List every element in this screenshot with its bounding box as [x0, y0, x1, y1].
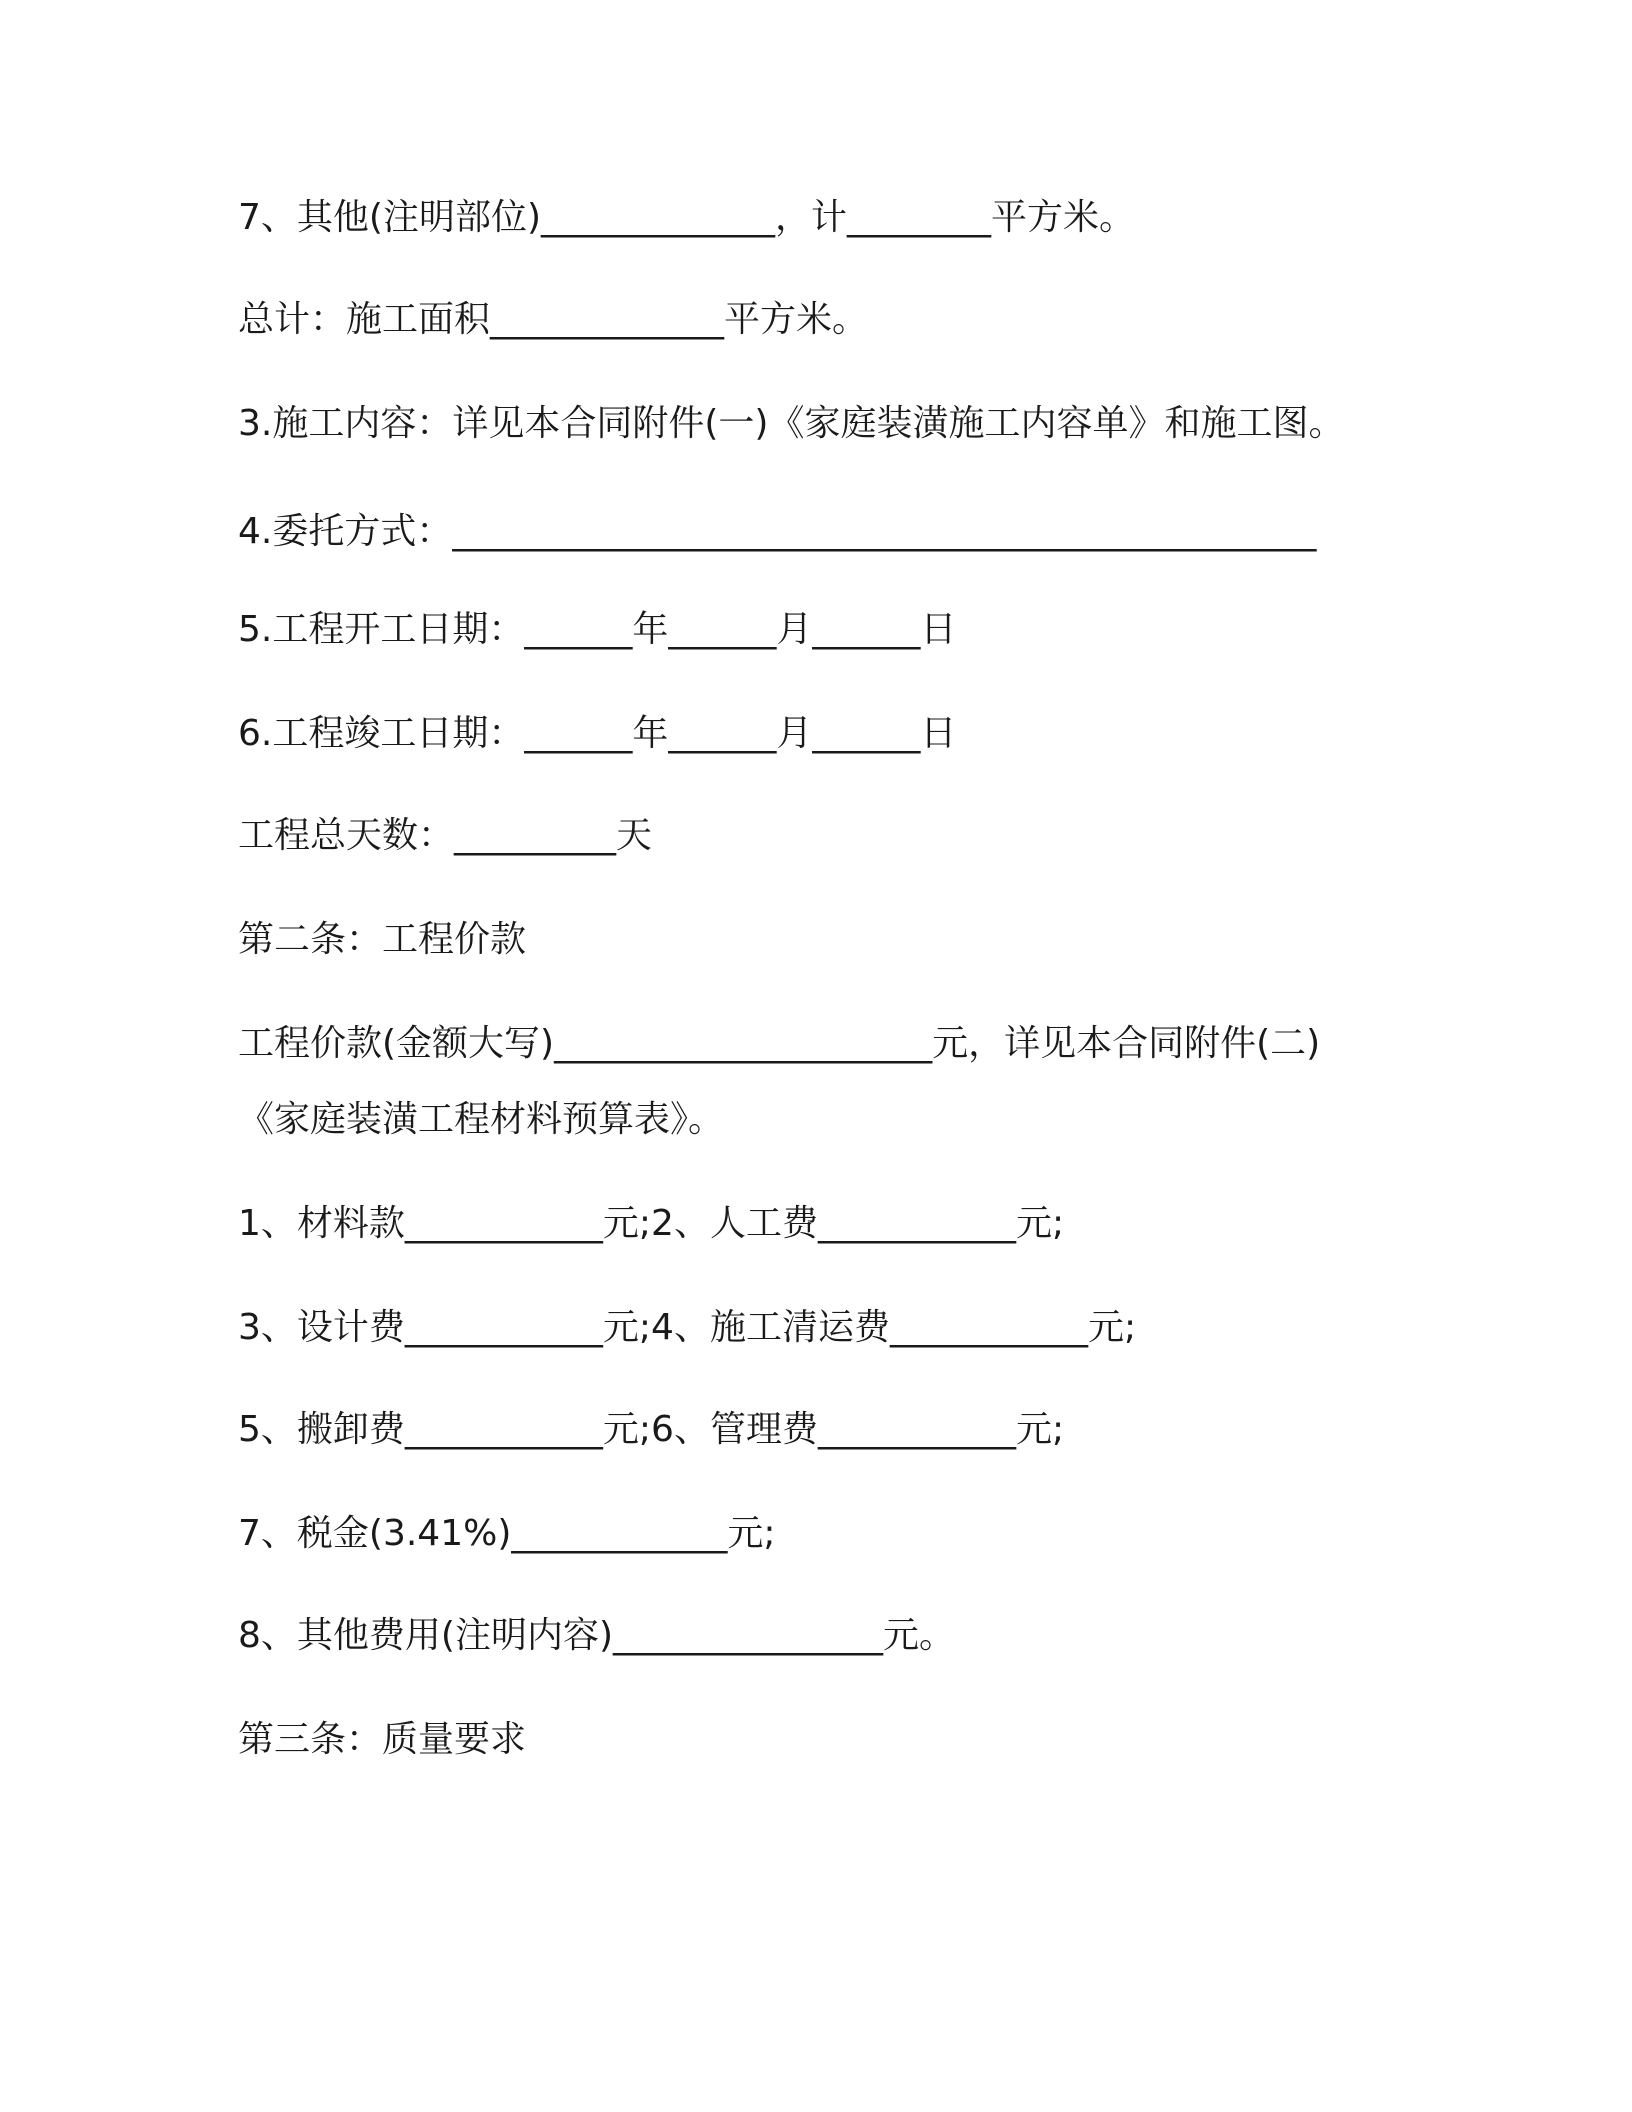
- clause-project-price: 工程价款(金额大写)_____________________元，详见本合同附件(二): [238, 1023, 1321, 1064]
- clause-project-price-cont: 《家庭装潢工程材料预算表》。: [238, 1099, 725, 1140]
- article-2-heading: 第二条：工程价款: [238, 919, 527, 960]
- clause-total-days: 工程总天数：_________天: [238, 815, 653, 856]
- fee-line-1: 1、材料款___________元;2、人工费___________元;: [238, 1203, 1065, 1244]
- clause-construction-content: 3.施工内容：详见本合同附件(一)《家庭装潢施工内容单》和施工图。: [238, 403, 1345, 444]
- fee-line-5: 8、其他费用(注明内容)_______________元。: [238, 1615, 955, 1656]
- clause-completion-date: 6.工程竣工日期：______年______月______日: [238, 713, 957, 754]
- clause-start-date: 5.工程开工日期：______年______月______日: [238, 609, 957, 650]
- fee-line-2: 3、设计费___________元;4、施工清运费___________元;: [238, 1307, 1137, 1348]
- fee-line-3: 5、搬卸费___________元;6、管理费___________元;: [238, 1409, 1065, 1450]
- clause-total-area: 总计：施工面积_____________平方米。: [238, 299, 869, 340]
- fee-line-4: 7、税金(3.41%)____________元;: [238, 1513, 776, 1554]
- clause-other-area: 7、其他(注明部位)_____________，计________平方米。: [238, 197, 1135, 238]
- article-3-heading: 第三条：质量要求: [238, 1719, 527, 1760]
- clause-commission-method: 4.委托方式：________________________________________________: [238, 511, 1317, 552]
